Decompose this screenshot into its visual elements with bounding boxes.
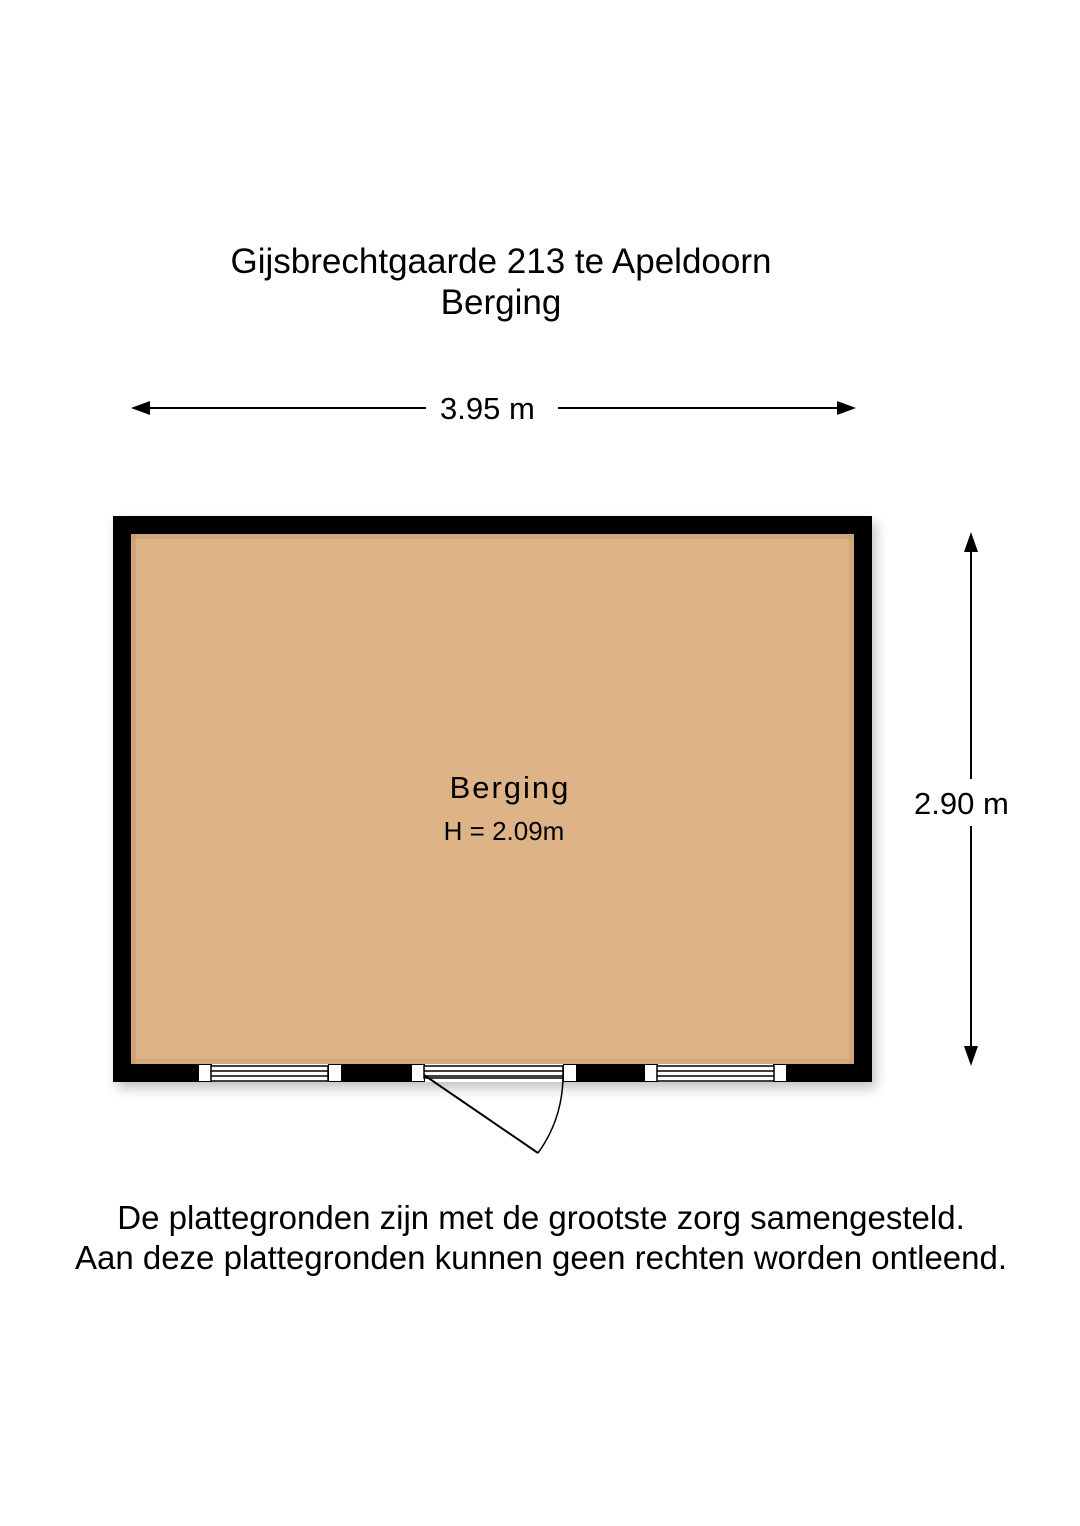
arrow-up-icon xyxy=(964,532,978,552)
arrow-left-icon xyxy=(131,401,150,415)
height-dimension-label: 2.90 m xyxy=(914,782,1009,826)
disclaimer-line-1: De plattegronden zijn met de grootste zorg samengesteld. xyxy=(117,1199,965,1236)
door-swing-arc xyxy=(538,1078,563,1153)
plan-address-title: Gijsbrechtgaarde 213 te Apeldoorn xyxy=(230,242,772,281)
window-left xyxy=(198,1064,342,1082)
door xyxy=(411,1064,577,1153)
room-name-label: Berging xyxy=(449,770,571,805)
arrow-down-icon xyxy=(964,1046,978,1066)
door-leaf xyxy=(424,1075,538,1153)
window-right xyxy=(644,1064,787,1082)
arrow-right-icon xyxy=(837,401,856,415)
width-dimension-label: 3.95 m xyxy=(432,391,543,427)
disclaimer-line-2: Aan deze plattegronden kunnen geen rechten worden ontleend. xyxy=(74,1239,1008,1276)
plan-floor-title: Berging xyxy=(440,283,562,322)
room-ceiling-height-label: H = 2.09m xyxy=(443,816,565,846)
